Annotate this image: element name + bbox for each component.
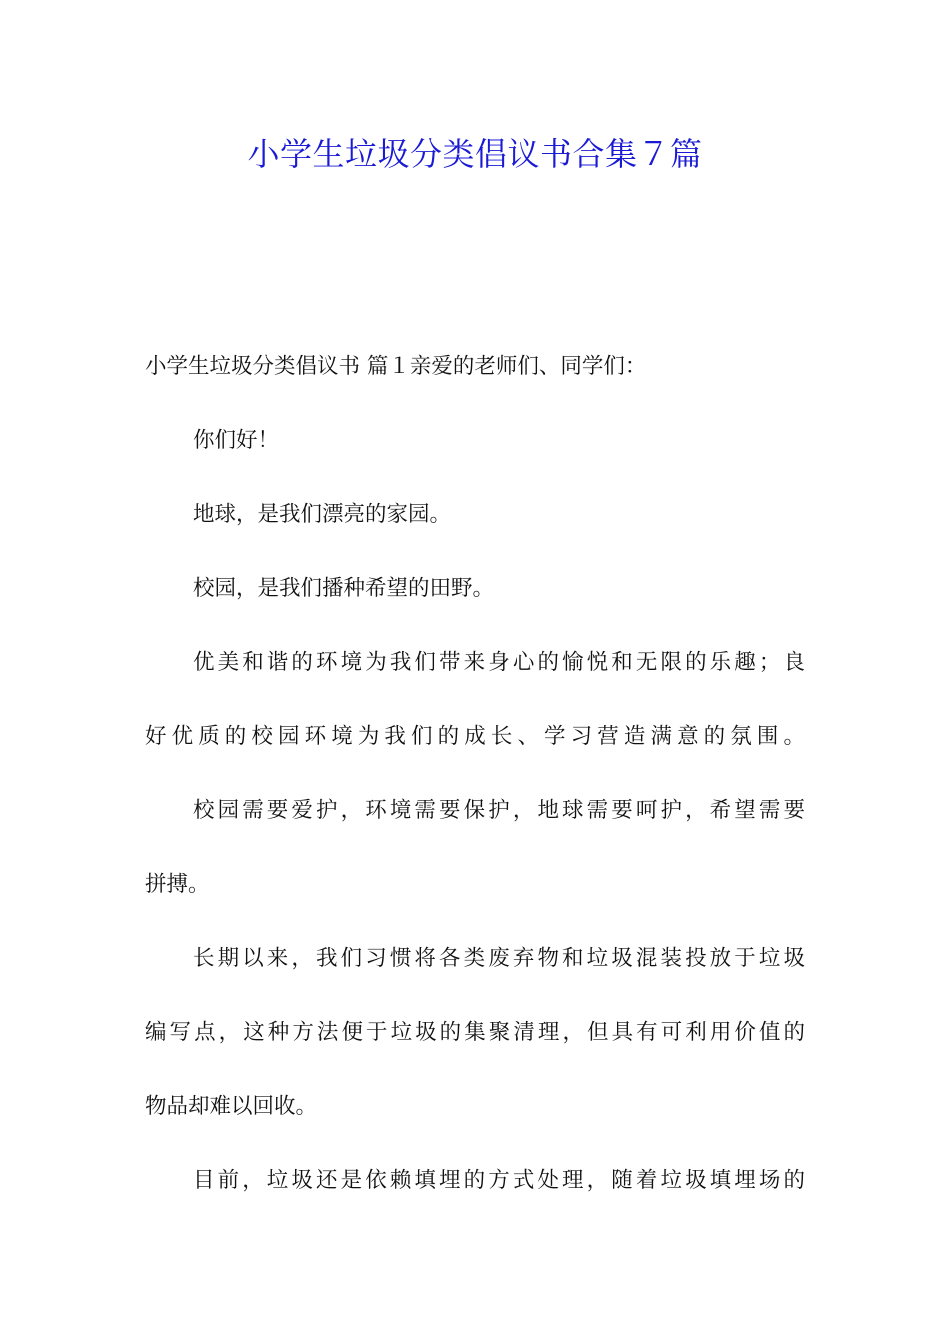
paragraph-line-protect-2: 拼搏。 (145, 872, 210, 897)
document-body (145, 330, 805, 1218)
paragraph-line-heading: 小学生垃圾分类倡议书 篇１亲爱的老师们、同学们： (145, 354, 647, 379)
paragraph-line-environment-2: 好优质的校园环境为我们的成长、学习营造满意的氛围。 (145, 724, 805, 749)
paragraph-line-habit-3: 物品却难以回收。 (145, 1094, 318, 1119)
paragraph-line-environment-1: 优美和谐的环境为我们带来身心的愉悦和无限的乐趣；良 (193, 650, 805, 675)
paragraph-line-habit-2: 编写点，这种方法便于垃圾的集聚清理，但具有可利用价值的 (145, 1020, 805, 1045)
paragraph-line-earth: 地球，是我们漂亮的家园。 (193, 502, 452, 527)
paragraph-line-campus: 校园，是我们播种希望的田野。 (193, 576, 495, 601)
document-title: 小学生垃圾分类倡议书合集７篇 (247, 135, 703, 173)
paragraph-line-protect-1: 校园需要爱护，环境需要保护，地球需要呵护，希望需要 (193, 798, 805, 823)
paragraph-line-habit-1: 长期以来，我们习惯将各类废弃物和垃圾混装投放于垃圾 (193, 946, 805, 971)
paragraph-line-landfill: 目前，垃圾还是依赖填埋的方式处理，随着垃圾填埋场的 (193, 1168, 805, 1193)
paragraph-line-greeting: 你们好！ (193, 428, 280, 453)
